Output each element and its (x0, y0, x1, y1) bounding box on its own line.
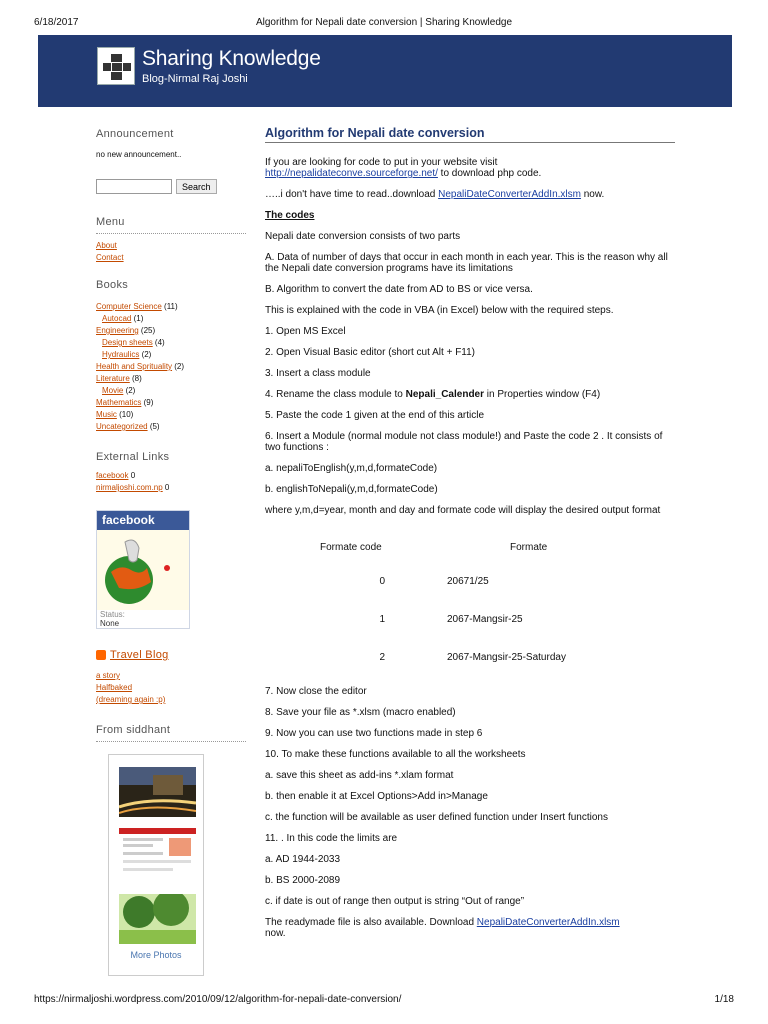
category-link[interactable]: Design sheets (102, 338, 153, 347)
ready-text: The readymade file is also available. Download (265, 917, 477, 928)
announcement-heading: Announcement (96, 128, 174, 140)
table-header-row (265, 532, 675, 562)
photo-thumbnail-street[interactable] (119, 767, 196, 817)
sub-step: b. BS 2000-2089 (265, 875, 341, 886)
travel-post-link[interactable]: a story (96, 671, 121, 680)
profile-picture (97, 530, 189, 610)
table-row (265, 600, 675, 638)
travel-post-link[interactable]: Halfbaked (96, 683, 133, 692)
search-button[interactable]: Search (176, 179, 217, 194)
download-paragraph (265, 189, 675, 200)
ready-text-2: now. (265, 928, 286, 939)
category-link[interactable]: Movie (102, 386, 124, 395)
category-count: (4) (152, 338, 165, 347)
site-title[interactable]: Sharing Knowledge (142, 47, 321, 70)
download-text: …..i don't have time to read..download (265, 189, 439, 200)
announcement-text: no new announcement.. (96, 150, 182, 159)
format-table (265, 532, 675, 676)
more-photos-link[interactable]: More Photos (130, 950, 182, 960)
post-content (265, 128, 675, 939)
category-count: (2) (139, 350, 152, 359)
category-link[interactable]: Health and Sprituality (96, 362, 173, 371)
site-subtitle: Blog-Nirmal Raj Joshi (142, 73, 248, 85)
sub-step: c. if date is out of range then output is string “Out of range” (265, 896, 525, 907)
sub-step: c. the function will be available as user defined function under Insert functions (265, 812, 608, 823)
menu-heading: Menu (96, 216, 246, 234)
category-link[interactable]: Engineering (96, 326, 139, 335)
category-link[interactable]: Hydraulics (102, 350, 140, 359)
table-cell: 20671/25 (447, 575, 489, 587)
step (265, 389, 675, 400)
travel-post-link[interactable]: (dreaming again :p) (96, 695, 166, 704)
intro-paragraph (265, 157, 675, 179)
table-cell: 2 (379, 651, 385, 663)
table-cell: 0 (379, 575, 385, 587)
category-link[interactable]: Computer Science (96, 302, 162, 311)
ready-paragraph (265, 917, 675, 939)
step: 5. Paste the code 1 given at the end of this article (265, 410, 485, 421)
category-count: (8) (129, 374, 142, 383)
travel-blog-heading (96, 649, 246, 666)
sub-step: a. AD 1944-2033 (265, 854, 341, 865)
site-banner (38, 35, 732, 107)
site-logo[interactable] (97, 47, 135, 85)
download-link[interactable]: NepaliDateConverterAddIn.xlsm (438, 189, 581, 200)
print-page-number: 1/18 (714, 994, 734, 1005)
step-text: in Properties window (F4) (484, 389, 601, 400)
menu-item-about[interactable]: About (96, 241, 117, 250)
print-header (0, 17, 768, 31)
facebook-label: facebook (97, 511, 189, 530)
class-name: Nepali_Calender (405, 389, 485, 400)
table-header: Formate code (320, 541, 382, 553)
step: 8. Save your file as *.xlsm (macro enabled) (265, 707, 456, 718)
paragraph: This is explained with the code in VBA (in Excel) below with the required steps. (265, 305, 614, 316)
table-cell: 2067-Mangsir-25 (447, 613, 523, 625)
ready-download-link[interactable]: NepaliDateConverterAddIn.xlsm (476, 917, 620, 928)
step: 3. Insert a class module (265, 368, 371, 379)
print-url: https://nirmaljoshi.wordpress.com/2010/09/12/algorithm-for-nepali-date-conversion/ (34, 994, 402, 1005)
category-count: (1) (131, 314, 144, 323)
category-count: (10) (116, 410, 134, 419)
table-header: Formate (510, 541, 548, 553)
codes-heading: The codes (265, 210, 315, 221)
intro-text: If you are looking for code to put in your website visit (265, 157, 498, 168)
category-link[interactable]: Literature (96, 374, 130, 383)
paragraph: A. Data of number of days that occur in each month in each year. This is the reason why all the Nepali date conversion programs have its limitations (265, 252, 668, 274)
step: 11. . In this code the limits are (265, 833, 398, 844)
paragraph: Nepali date conversion consists of two parts (265, 231, 461, 242)
step: 10. To make these functions available to all the worksheets (265, 749, 526, 760)
facebook-badge[interactable] (96, 510, 190, 629)
status-label: Status: (100, 610, 125, 619)
category-count: (5) (147, 422, 160, 431)
status-value: None (100, 619, 120, 628)
paragraph: where y,m,d=year, month and day and formate code will display the desired output format (265, 505, 661, 516)
print-date: 6/18/2017 (34, 17, 79, 28)
table-row (265, 562, 675, 600)
category-count: (2) (172, 362, 185, 371)
menu-item-contact[interactable]: Contact (96, 253, 124, 262)
table-row (265, 638, 675, 676)
siddhant-heading: From siddhant (96, 724, 246, 742)
table-cell: 1 (379, 613, 385, 625)
sidebar (96, 128, 246, 976)
sourceforge-link[interactable]: http://nepalidateconve.sourceforge.net/ (265, 168, 438, 179)
sub-step: a. save this sheet as add-ins *.xlam format (265, 770, 454, 781)
step-text: 4. Rename the class module to (265, 389, 406, 400)
step: 7. Now close the editor (265, 686, 367, 697)
travel-blog-link[interactable]: Travel Blog (110, 649, 169, 661)
search-form (96, 179, 246, 194)
category-link[interactable]: Mathematics (96, 398, 142, 407)
external-link-site[interactable]: nirmaljoshi.com.np (96, 483, 163, 492)
function-item: b. englishToNepali(y,m,d,formateCode) (265, 484, 438, 495)
intro-text-2: to download php code. (437, 168, 542, 179)
function-item: a. nepaliToEnglish(y,m,d,formateCode) (265, 463, 438, 474)
category-link[interactable]: Uncategorized (96, 422, 148, 431)
photo-thumbnail-webpage[interactable] (119, 828, 196, 878)
external-link-facebook[interactable]: facebook (96, 471, 129, 480)
external-count: 0 (162, 483, 170, 492)
step: 2. Open Visual Basic editor (short cut Alt + F11) (265, 347, 476, 358)
category-count: (2) (123, 386, 136, 395)
photo-widget (108, 754, 204, 976)
category-link[interactable]: Music (96, 410, 117, 419)
books-heading: Books (96, 279, 129, 291)
category-link[interactable]: Autocad (102, 314, 132, 323)
sub-step: b. then enable it at Excel Options>Add in>Manage (265, 791, 488, 802)
category-count: (9) (141, 398, 154, 407)
paragraph: B. Algorithm to convert the date from AD to BS or vice versa. (265, 284, 533, 295)
search-input[interactable] (96, 179, 172, 194)
category-count: (25) (138, 326, 156, 335)
step: 6. Insert a Module (normal module not class module!) and Paste the code 2 . It consists of two functions : (265, 431, 663, 453)
category-count: (11) (161, 302, 178, 311)
print-title: Algorithm for Nepali date conversion | Sharing Knowledge (255, 17, 513, 28)
external-count: 0 (128, 471, 136, 480)
step: 9. Now you can use two functions made in step 6 (265, 728, 483, 739)
download-text-2: now. (580, 189, 605, 200)
step: 1. Open MS Excel (265, 326, 346, 337)
rss-icon (96, 650, 106, 660)
table-cell: 2067-Mangsir-25-Saturday (447, 651, 566, 663)
post-title[interactable]: Algorithm for Nepali date conversion (265, 128, 675, 143)
external-links-heading: External Links (96, 451, 170, 463)
photo-thumbnail-park[interactable] (119, 894, 196, 944)
